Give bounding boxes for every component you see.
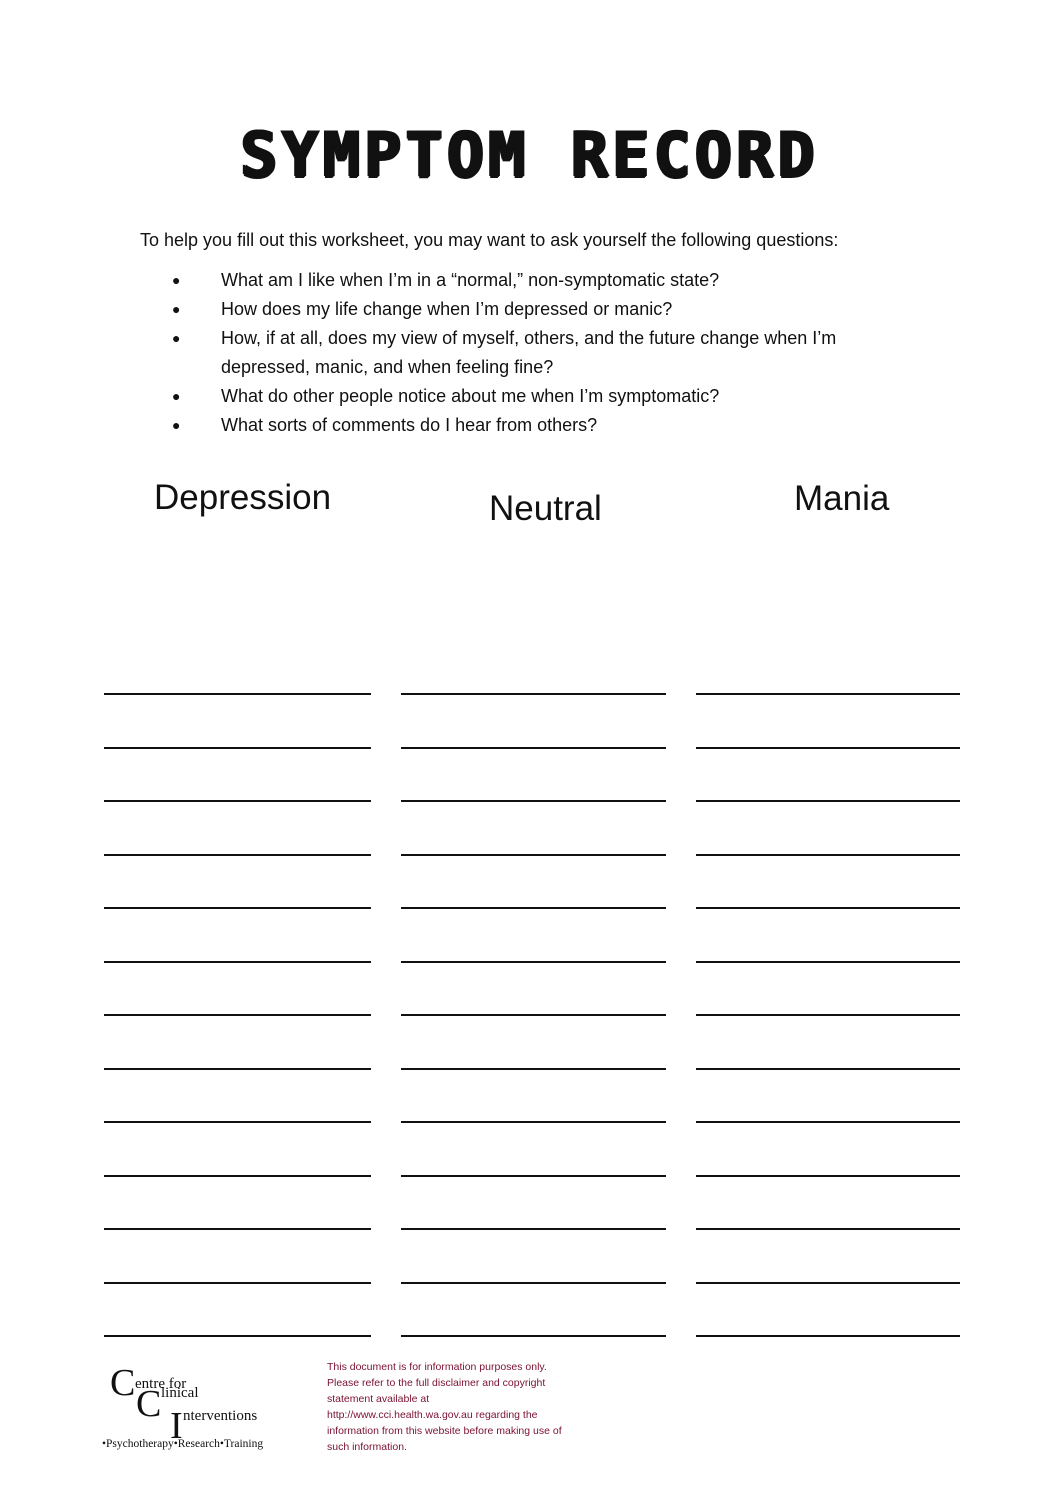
bullet-icon: ● <box>172 417 181 433</box>
bullet-icon: ● <box>172 301 181 317</box>
writing-line-mania <box>696 1175 960 1177</box>
writing-line-neutral <box>401 693 666 695</box>
writing-line-neutral <box>401 1335 666 1337</box>
question-item <box>170 295 930 324</box>
writing-line-depression <box>104 1121 371 1123</box>
question-text: How, if at all, does my view of myself, others, and the future change when I’m depressed, manic, and when feeling fine? <box>221 328 837 377</box>
writing-line-mania <box>696 747 960 749</box>
writing-line-mania <box>696 1228 960 1230</box>
question-item <box>170 266 930 295</box>
question-text: What do other people notice about me when I’m symptomatic? <box>221 386 720 406</box>
writing-line-neutral <box>401 1282 666 1284</box>
writing-line-neutral <box>401 1014 666 1016</box>
logo-text-centre: entre for <box>135 1376 187 1392</box>
logo-letter-c1: C <box>110 1362 136 1404</box>
column-heading-depression: Depression <box>154 478 332 517</box>
disclaimer-text: This document is for information purposes only. Please refer to the full disclaimer and copyright statement available at http://www.cci.health.wa.gov.au regarding the information from this website before making use of such information. <box>327 1361 562 1453</box>
logo-letter-i: I <box>170 1405 183 1447</box>
writing-line-mania <box>696 907 960 909</box>
logo-text-clinical: linical <box>161 1385 199 1401</box>
writing-line-neutral <box>401 961 666 963</box>
question-text: What sorts of comments do I hear from others? <box>221 415 598 435</box>
writing-line-depression <box>104 1228 371 1230</box>
writing-line-neutral <box>401 1228 666 1230</box>
question-text: How does my life change when I’m depressed or manic? <box>221 299 673 319</box>
writing-line-mania <box>696 1014 960 1016</box>
page-title: SYMPTOM RECORD <box>239 118 819 191</box>
writing-line-depression <box>104 1068 371 1070</box>
writing-line-depression <box>104 800 371 802</box>
writing-line-mania <box>696 961 960 963</box>
writing-line-depression <box>104 747 371 749</box>
writing-line-neutral <box>401 747 666 749</box>
question-item <box>170 324 930 382</box>
logo-tagline: •Psychotherapy•Research•Training <box>102 1438 264 1450</box>
writing-line-mania <box>696 1282 960 1284</box>
writing-line-mania <box>696 854 960 856</box>
bullet-icon: ● <box>172 388 181 404</box>
question-item <box>170 411 930 440</box>
writing-line-mania <box>696 693 960 695</box>
bullet-icon: ● <box>172 330 181 346</box>
logo-text-interventions: nterventions <box>183 1408 258 1424</box>
writing-line-mania <box>696 1335 960 1337</box>
intro-text: To help you fill out this worksheet, you may want to ask yourself the following questions: <box>140 230 839 250</box>
column-heading-mania: Mania <box>794 479 890 518</box>
writing-line-depression <box>104 1175 371 1177</box>
writing-line-neutral <box>401 1175 666 1177</box>
writing-line-depression <box>104 854 371 856</box>
writing-line-depression <box>104 1014 371 1016</box>
writing-line-depression <box>104 693 371 695</box>
column-heading-neutral: Neutral <box>489 489 602 528</box>
writing-line-mania <box>696 1121 960 1123</box>
writing-line-neutral <box>401 1121 666 1123</box>
question-list <box>170 266 930 440</box>
writing-line-mania <box>696 1068 960 1070</box>
writing-line-neutral <box>401 907 666 909</box>
writing-line-neutral <box>401 1068 666 1070</box>
writing-line-neutral <box>401 854 666 856</box>
bullet-icon: ● <box>172 272 181 288</box>
logo-letter-c2: C <box>136 1383 162 1425</box>
writing-line-depression <box>104 1335 371 1337</box>
writing-line-depression <box>104 907 371 909</box>
writing-line-neutral <box>401 800 666 802</box>
writing-line-depression <box>104 1282 371 1284</box>
writing-line-mania <box>696 800 960 802</box>
writing-line-depression <box>104 961 371 963</box>
cci-logo <box>102 1362 292 1462</box>
question-text: What am I like when I’m in a “normal,” non-symptomatic state? <box>221 270 720 290</box>
question-item <box>170 382 930 411</box>
